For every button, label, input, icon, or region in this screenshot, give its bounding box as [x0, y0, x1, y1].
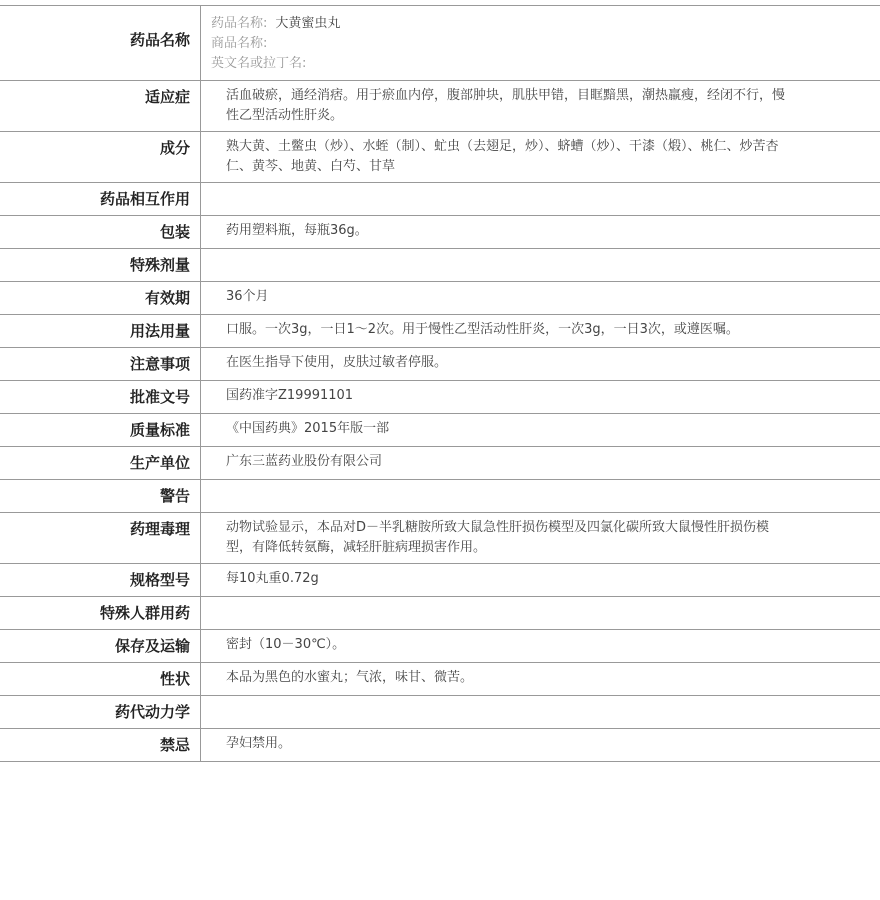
spec-row — [0, 597, 880, 630]
spec-label: 质量标准 — [0, 414, 201, 447]
spec-value — [201, 696, 880, 729]
spec-label: 用法用量 — [0, 315, 201, 348]
drug-spec-table — [0, 5, 880, 762]
spec-value: 活血破瘀，通经消痞。用于瘀血内停，腹部肿块，肌肤甲错，目眶黯黑，潮热羸瘦，经闭不行，慢性乙型活动性肝炎。 — [201, 81, 880, 132]
spec-value: 每10丸重0.72g — [201, 564, 880, 597]
spec-label: 药理毒理 — [0, 513, 201, 564]
spec-row — [0, 696, 880, 729]
trade-name-line — [211, 34, 870, 54]
spec-value: 广东三蓝药业股份有限公司 — [201, 447, 880, 480]
spec-label: 性状 — [0, 663, 201, 696]
spec-row — [0, 564, 880, 597]
spec-label: 特殊人群用药 — [0, 597, 201, 630]
spec-value: 密封（10－30℃）。 — [201, 630, 880, 663]
spec-value: 熟大黄、土鳖虫（炒）、水蛭（制）、虻虫（去翅足，炒）、蛴螬（炒）、干漆（煅）、桃仁、炒苦杏仁、黄芩、地黄、白芍、甘草 — [201, 132, 880, 183]
spec-label: 包装 — [0, 216, 201, 249]
generic-name-key: 药品名称: — [211, 16, 268, 31]
spec-value: 动物试验显示，本品对D－半乳糖胺所致大鼠急性肝损伤模型及四氯化碳所致大鼠慢性肝损伤模型，有降低转氨酶，减轻肝脏病理损害作用。 — [201, 513, 880, 564]
spec-label: 特殊剂量 — [0, 249, 201, 282]
spec-row — [0, 630, 880, 663]
spec-label: 适应症 — [0, 81, 201, 132]
spec-row — [0, 315, 880, 348]
spec-row — [0, 249, 880, 282]
spec-label: 禁忌 — [0, 729, 201, 762]
spec-row — [0, 663, 880, 696]
spec-row — [0, 81, 880, 132]
spec-value — [201, 480, 880, 513]
spec-value: 药用塑料瓶，每瓶36g。 — [201, 216, 880, 249]
spec-row — [0, 513, 880, 564]
spec-label: 生产单位 — [0, 447, 201, 480]
spec-value — [201, 183, 880, 216]
spec-row — [0, 282, 880, 315]
spec-row — [0, 381, 880, 414]
spec-label: 保存及运输 — [0, 630, 201, 663]
spec-row — [0, 480, 880, 513]
generic-name-line — [211, 14, 870, 34]
spec-label: 批准文号 — [0, 381, 201, 414]
generic-name-value: 大黄蜜虫丸 — [275, 16, 341, 31]
drug-name-fields — [201, 6, 880, 81]
spec-value: 在医生指导下使用，皮肤过敏者停服。 — [201, 348, 880, 381]
latin-name-key: 英文名或拉丁名: — [211, 56, 307, 71]
spec-value — [201, 597, 880, 630]
spec-label: 成分 — [0, 132, 201, 183]
latin-name-line — [211, 54, 870, 74]
spec-value: 《中国药典》2015年版一部 — [201, 414, 880, 447]
trade-name-key: 商品名称: — [211, 36, 268, 51]
spec-label: 药代动力学 — [0, 696, 201, 729]
spec-label: 有效期 — [0, 282, 201, 315]
spec-value: 本品为黑色的水蜜丸；气浓，味甘、微苦。 — [201, 663, 880, 696]
spec-value: 口服。一次3g，一日1～2次。用于慢性乙型活动性肝炎，一次3g，一日3次，或遵医嘱。 — [201, 315, 880, 348]
spec-label: 药品相互作用 — [0, 183, 201, 216]
spec-label: 注意事项 — [0, 348, 201, 381]
spec-value — [201, 249, 880, 282]
drug-name-label: 药品名称 — [0, 6, 201, 81]
spec-row — [0, 414, 880, 447]
spec-row — [0, 216, 880, 249]
spec-row — [0, 132, 880, 183]
spec-row — [0, 348, 880, 381]
spec-value: 36个月 — [201, 282, 880, 315]
spec-label: 规格型号 — [0, 564, 201, 597]
drug-name-row — [0, 6, 880, 81]
spec-label: 警告 — [0, 480, 201, 513]
spec-value: 孕妇禁用。 — [201, 729, 880, 762]
spec-row — [0, 447, 880, 480]
spec-value: 国药准字Z19991101 — [201, 381, 880, 414]
spec-row — [0, 183, 880, 216]
spec-row — [0, 729, 880, 762]
